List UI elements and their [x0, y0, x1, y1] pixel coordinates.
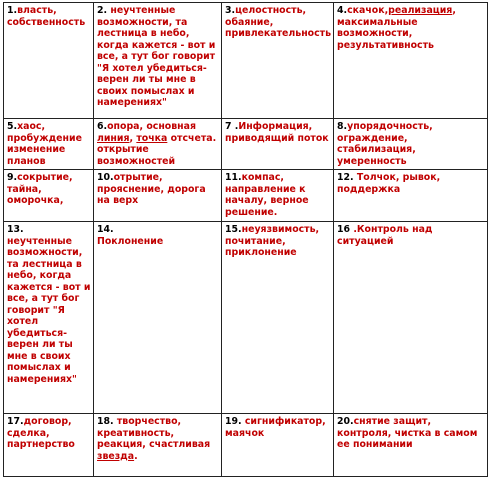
cell-number: 15. [225, 224, 242, 235]
cell-number: 3. [225, 5, 236, 16]
cell-text: Толчок, рывок, поддержка [337, 172, 441, 195]
cell-text: неучтенные возможности, та лестница в небо, когда кажется - вот и все, а тут бог говорит "Я хотел убедиться- верен ли ты мне в своих помыслах и намерениях" [7, 235, 91, 385]
table-cell-11 [222, 170, 334, 222]
cell-text: снятие защит, контроля, чистка в самом ее понимании [337, 416, 478, 450]
table-cell-13 [4, 222, 94, 414]
cell-text: , [129, 132, 137, 144]
table-row [4, 170, 488, 222]
table-cell-4 [334, 3, 488, 119]
cell-number: 1. [7, 5, 18, 16]
table-cell-16 [334, 222, 488, 414]
cell-text: сигнификатор, маячок [225, 416, 326, 439]
cell-text: сокрытие, тайна, оморочка, [7, 172, 73, 206]
table-row [4, 222, 488, 414]
table-row [4, 414, 488, 477]
cell-text: .Контроль над ситуацией [337, 224, 433, 247]
cell-number: 2. [97, 5, 108, 16]
cell-number: 8. [337, 121, 348, 132]
cell-text: опора, основная [107, 121, 196, 132]
cell-text-underlined: реализация [388, 5, 453, 16]
cell-number: 19. [225, 416, 242, 427]
table-cell-3 [222, 3, 334, 119]
table-row [4, 119, 488, 170]
table-cell-6 [94, 119, 222, 170]
cell-number: 20. [337, 416, 354, 427]
cell-number: 14. [97, 224, 114, 235]
table-cell-7 [222, 119, 334, 170]
cell-number: 12. [337, 172, 354, 183]
cell-number: 9. [7, 172, 18, 183]
cell-number: 5. [7, 121, 18, 132]
cell-number: 17. [7, 416, 24, 427]
table-cell-18 [94, 414, 222, 477]
cell-text: Поклонение [97, 235, 164, 247]
table-cell-15 [222, 222, 334, 414]
table-cell-10 [94, 170, 222, 222]
cell-text: скачок, [347, 5, 389, 16]
table-cell-2 [94, 3, 222, 119]
cell-text: договор, сделка, партнерство [7, 416, 75, 450]
table-cell-12 [334, 170, 488, 222]
cell-text: неуязвимость, почитание, приклонение [225, 224, 320, 258]
cell-text: хаос, пробуждение изменение планов [7, 121, 82, 167]
cell-text: . [134, 450, 138, 462]
cell-number: 13. [7, 224, 24, 235]
cell-text-underlined: звезда [97, 450, 135, 462]
cell-number: 10. [97, 172, 114, 183]
table-cell-8 [334, 119, 488, 170]
cell-text: , максимальные возможности, результативность [337, 5, 456, 51]
meaning-table [3, 2, 488, 477]
table-cell-9 [4, 170, 94, 222]
table-cell-5 [4, 119, 94, 170]
cell-text-underlined: линия [97, 132, 130, 144]
table-row [4, 3, 488, 119]
cell-text: неучтенные возможности, та лестница в небо, когда кажется - вот и все, а тут бог говорит "Я хотел убедиться- верен ли ты мне в своих помыслах и намерениях" [97, 5, 216, 108]
cell-text: творчество, креативность, реакция, счастливая [97, 416, 211, 450]
cell-text: упорядочность, ограждение, стабилизация, умеренность [337, 121, 433, 167]
cell-text: власть, собственность [7, 5, 86, 28]
table-cell-14 [94, 222, 222, 414]
cell-text: отсчета. открытие возможностей [97, 132, 217, 167]
cell-number: 16 [337, 224, 351, 235]
cell-text: Информация, приводящий поток [225, 121, 329, 144]
table-cell-1 [4, 3, 94, 119]
cell-text: целостность, обаяние, привлекательность [225, 5, 332, 39]
table-cell-17 [4, 414, 94, 477]
cell-number: 4. [337, 5, 348, 16]
cell-text: компас, направление к началу, верное решение. [225, 172, 309, 218]
table-cell-19 [222, 414, 334, 477]
cell-number: 7 . [225, 121, 239, 132]
cell-number: 18. [97, 416, 114, 427]
cell-number: 6. [97, 121, 108, 132]
cell-text-underlined: точка [136, 132, 168, 144]
table-cell-20 [334, 414, 488, 477]
cell-number: 11. [225, 172, 242, 183]
cell-text: отрытие, прояснение, дорога на верх [97, 172, 206, 206]
